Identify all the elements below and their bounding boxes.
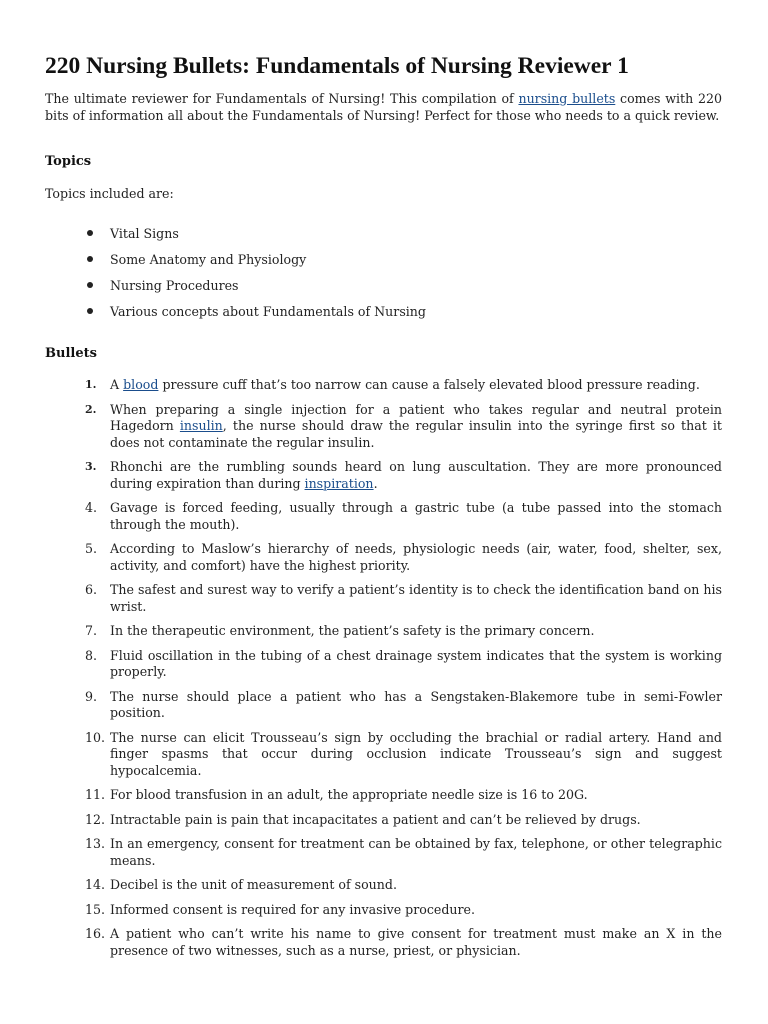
bullet-dot-icon — [87, 256, 93, 262]
bullet-item — [85, 500, 722, 533]
bullet-number: 14. — [85, 877, 106, 892]
bullet-text: , the nurse should draw the regular insulin into the syringe first so that it does not contaminate the regular insulin. — [110, 418, 722, 450]
bullet-item — [85, 730, 722, 780]
bullet-item — [85, 689, 722, 722]
bullet-number: 8. — [85, 647, 98, 663]
bullet-number: 4. — [85, 500, 98, 515]
bullet-number: 16. — [85, 926, 106, 941]
bullet-text: Intractable pain is pain that incapacitates a patient and can’t be relieved by drugs. — [110, 811, 641, 827]
bullet-item — [85, 623, 722, 640]
bullet-text: . — [373, 475, 378, 491]
page-title: 220 Nursing Bullets: Fundamentals of Nursing Reviewer 1 — [45, 53, 629, 79]
bullet-text: Informed consent is required for any invasive procedure. — [110, 901, 475, 917]
intro-text-before: The ultimate reviewer for Fundamentals of Nursing! This compilation of — [45, 91, 519, 106]
bullet-number: 6. — [85, 582, 98, 597]
bullet-link[interactable]: insulin — [179, 418, 223, 433]
topic-item — [87, 303, 722, 320]
bullet-number: 7. — [85, 623, 98, 638]
bullet-item — [85, 459, 722, 492]
bullet-number: 5. — [85, 541, 98, 556]
bullet-item — [85, 377, 722, 394]
bullet-text: The nurse should place a patient who has a Sengstaken-Blakemore tube in semi-Fowler position. — [110, 688, 722, 720]
bullet-item — [85, 836, 722, 869]
bullet-text: Gavage is forced feeding, usually through a gastric tube (a tube passed into the stomach through the mouth). — [110, 500, 722, 532]
bullet-text: Decibel is the unit of measurement of sound. — [110, 877, 397, 892]
bullet-dot-icon — [87, 282, 93, 288]
bullet-item — [85, 787, 722, 804]
bullet-dot-icon — [87, 230, 93, 236]
bullet-item — [85, 582, 722, 615]
bullet-text: In the therapeutic environment, the patient’s safety is the primary concern. — [110, 623, 595, 638]
topic-item — [87, 251, 722, 268]
bullet-link[interactable]: blood — [123, 377, 159, 392]
bullet-item — [85, 402, 722, 452]
topic-label: Nursing Procedures — [110, 278, 239, 293]
bullet-link[interactable]: inspiration — [304, 475, 374, 491]
intro-text-after: comes with 220 bits of information all about the Fundamentals of Nursing! Perfect for those who needs to a quick review. — [45, 91, 722, 123]
bullet-number: 13. — [85, 836, 106, 851]
topic-label: Various concepts about Fundamentals of Nursing — [110, 304, 426, 319]
bullet-number: 10. — [85, 729, 106, 745]
bullets-list — [45, 377, 722, 959]
topic-item — [87, 225, 722, 242]
bullet-number: 9. — [85, 688, 98, 704]
bullet-text: The nurse can elicit Trousseau’s sign by occluding the brachial or radial artery. Hand and finger spasms that occur during occlusion indicate Trousseau’s sign and suggest hypocalcemia. — [110, 729, 722, 778]
topic-label: Some Anatomy and Physiology — [110, 252, 307, 267]
bullet-item — [85, 902, 722, 919]
bullet-text: According to Maslow’s hierarchy of needs, physiologic needs (air, water, food, shelter, sex, activity, and comfort) have the highest priority. — [110, 541, 722, 573]
bullet-text: A patient who can’t write his name to give consent for treatment must make an X in the presence of two witnesses, such as a nurse, priest, or physician. — [110, 926, 722, 958]
topics-list — [45, 225, 722, 320]
bullet-number: 12. — [85, 811, 106, 827]
bullet-text: Fluid oscillation in the tubing of a chest drainage system indicates that the system is working properly. — [110, 647, 722, 679]
topic-label: Vital Signs — [110, 226, 179, 241]
bullet-item — [85, 926, 722, 959]
bullet-item — [85, 541, 722, 574]
bullet-dot-icon — [87, 308, 93, 314]
topic-item — [87, 277, 722, 294]
bullet-text: A — [110, 377, 124, 392]
intro-paragraph — [45, 90, 722, 124]
bullet-text: In an emergency, consent for treatment can be obtained by fax, telephone, or other telegraphic means. — [110, 836, 722, 868]
topics-heading: Topics — [45, 154, 92, 169]
bullet-text: For blood transfusion in an adult, the appropriate needle size is 16 to 20G. — [110, 787, 588, 802]
bullet-text: The safest and surest way to verify a patient’s identity is to check the identification band on his wrist. — [110, 582, 722, 614]
topics-lead: Topics included are: — [45, 186, 174, 201]
bullet-text: When preparing a single injection for a patient who takes regular and neutral protein Hagedorn — [110, 401, 722, 433]
bullet-number: 2. — [85, 402, 97, 416]
bullet-number: 3. — [85, 460, 97, 473]
bullet-number: 1. — [85, 378, 97, 391]
bullet-text: pressure cuff that’s too narrow can cause a falsely elevated blood pressure reading. — [158, 377, 700, 392]
nursing-bullets-link[interactable]: nursing bullets — [518, 91, 616, 106]
bullet-item — [85, 877, 722, 894]
bullets-heading: Bullets — [45, 346, 97, 361]
bullet-number: 11. — [85, 787, 106, 802]
bullet-item — [85, 812, 722, 829]
bullet-text: Rhonchi are the rumbling sounds heard on lung auscultation. They are more pronounced during expiration than during — [110, 459, 722, 491]
bullet-item — [85, 648, 722, 681]
bullet-number: 15. — [85, 901, 106, 917]
